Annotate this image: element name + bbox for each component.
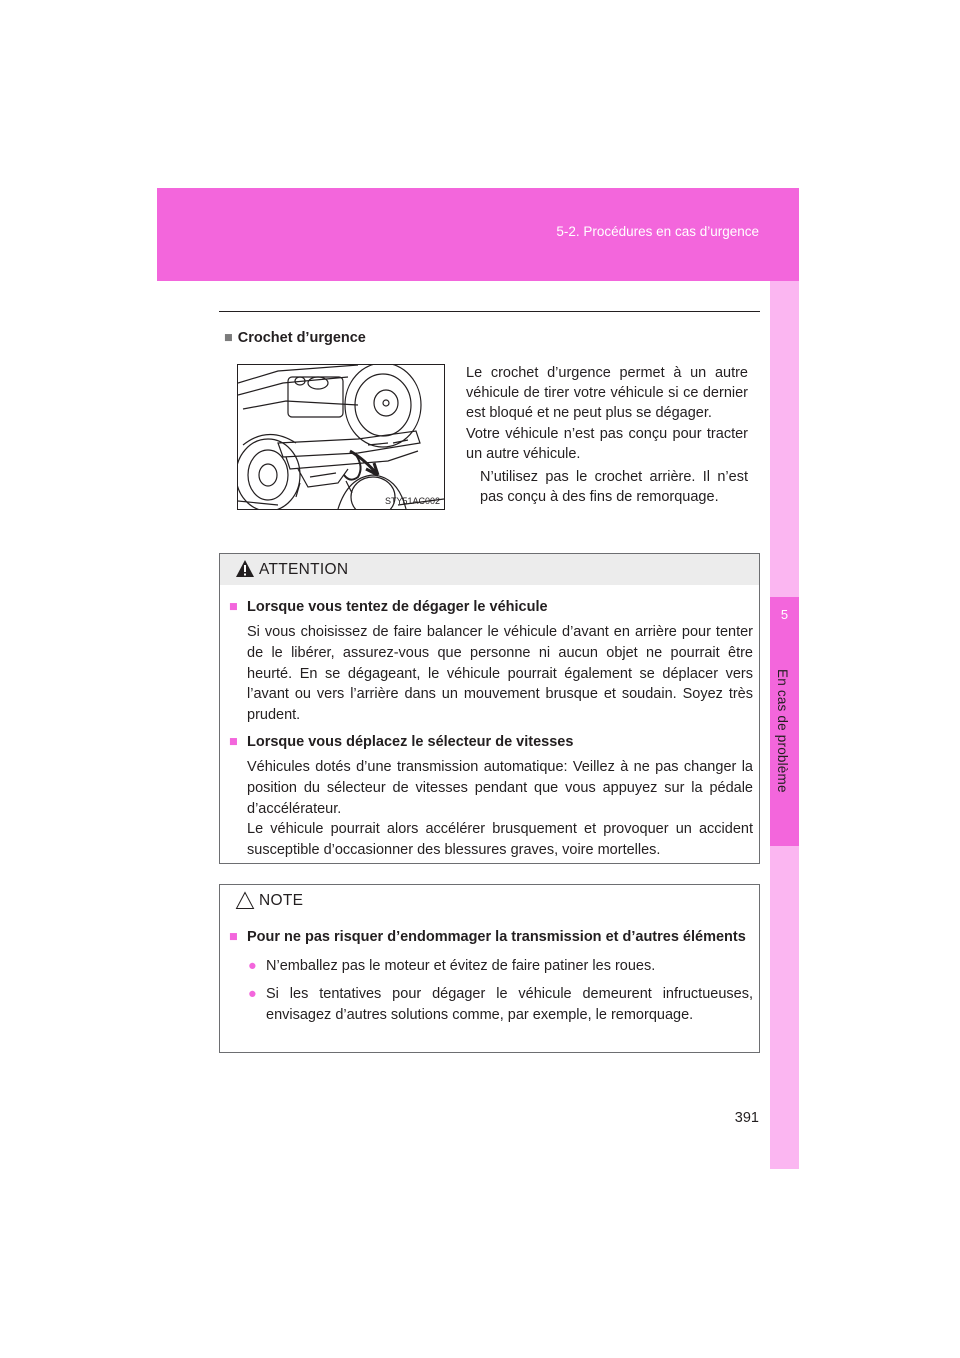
- header-band: [157, 188, 799, 281]
- attention-paragraph: Véhicules dotés d’une transmission automatique: Veillez à ne pas changer la position du sélecteur de vitesses pendant que vous appuyez sur la pédale d’accélérateur.: [247, 758, 753, 817]
- attention-header: [220, 554, 759, 585]
- intro-note: N’utilisez pas le crochet arrière. Il n’est pas conçu à des fins de remorquage.: [480, 469, 748, 506]
- note-bullet-text: N’emballez pas le moteur et évitez de faire patiner les roues.: [266, 957, 656, 974]
- section-heading: [224, 330, 366, 346]
- attention-item-text: [229, 622, 753, 726]
- square-bullet-icon: ■: [229, 929, 238, 945]
- note-heading: [229, 927, 753, 948]
- chapter-number: 5: [780, 607, 789, 622]
- square-bullet-icon: ■: [229, 733, 238, 750]
- attention-item-text: [229, 757, 753, 861]
- attention-body: [220, 585, 759, 861]
- circle-bullet-icon: ●: [248, 986, 257, 1003]
- intro-paragraph: Le crochet d’urgence permet à un autre véhicule de tirer votre véhicule si ce dernier est bloqué et ne peut plus se dégager.: [466, 365, 748, 422]
- note-bullet: [229, 956, 753, 977]
- attention-paragraph: Si vous choisissez de faire balancer le véhicule d’avant en arrière pour tenter de le libérer, assurez-vous que personne ni aucun objet ne pourrait être heurté. En se dégageant, le véhicule pourrait également se déplacer vers l’avant ou vers l’arrière dans un mouvement brusque et soudain. Soyez très prudent.: [247, 624, 753, 724]
- vehicle-rear-drawing: [238, 365, 444, 509]
- note-body: [220, 917, 759, 1026]
- note-box: [219, 884, 760, 1053]
- warning-triangle-icon: [235, 559, 255, 578]
- note-bullet-text: Si les tentatives pour dégager le véhicule demeurent infructueuses, envisagez d’autres solutions comme, par exemple, le remorquage.: [266, 986, 753, 1024]
- note-title: NOTE: [259, 892, 304, 909]
- note-header: [220, 885, 759, 917]
- attention-item-heading: [229, 597, 753, 617]
- section-heading-text: Crochet d’urgence: [237, 330, 366, 346]
- page-number: 391: [734, 1110, 759, 1126]
- figure-code: STY51AC002: [384, 496, 440, 506]
- square-bullet-icon: ■: [224, 330, 233, 346]
- note-heading-text: Pour ne pas risquer d’endommager la transmission et d’autres éléments: [247, 929, 746, 945]
- caution-triangle-icon: [235, 891, 255, 910]
- note-bullet: [229, 984, 753, 1026]
- section-title: 5-2. Procédures en cas d’urgence: [556, 224, 759, 239]
- intro-text: [466, 363, 748, 507]
- top-divider: [219, 311, 760, 312]
- intro-paragraph: Votre véhicule n’est pas conçu pour tracter un autre véhicule.: [466, 425, 748, 462]
- tow-hook-illustration: [237, 364, 445, 510]
- chapter-label: En cas de problème: [775, 669, 790, 793]
- attention-item-heading-text: Lorsque vous déplacez le sélecteur de vitesses: [247, 733, 574, 750]
- attention-item-heading-text: Lorsque vous tentez de dégager le véhicule: [247, 599, 548, 615]
- attention-item-heading: [229, 732, 753, 752]
- circle-bullet-icon: ●: [248, 957, 257, 974]
- square-bullet-icon: ■: [229, 599, 238, 615]
- chapter-tab: [770, 597, 799, 846]
- attention-box: [219, 553, 760, 864]
- attention-title: ATTENTION: [259, 561, 349, 578]
- attention-paragraph: Le véhicule pourrait alors accélérer brusquement et provoquer un accident susceptible d’occasionner des blessures graves, voire mortelles.: [247, 821, 753, 859]
